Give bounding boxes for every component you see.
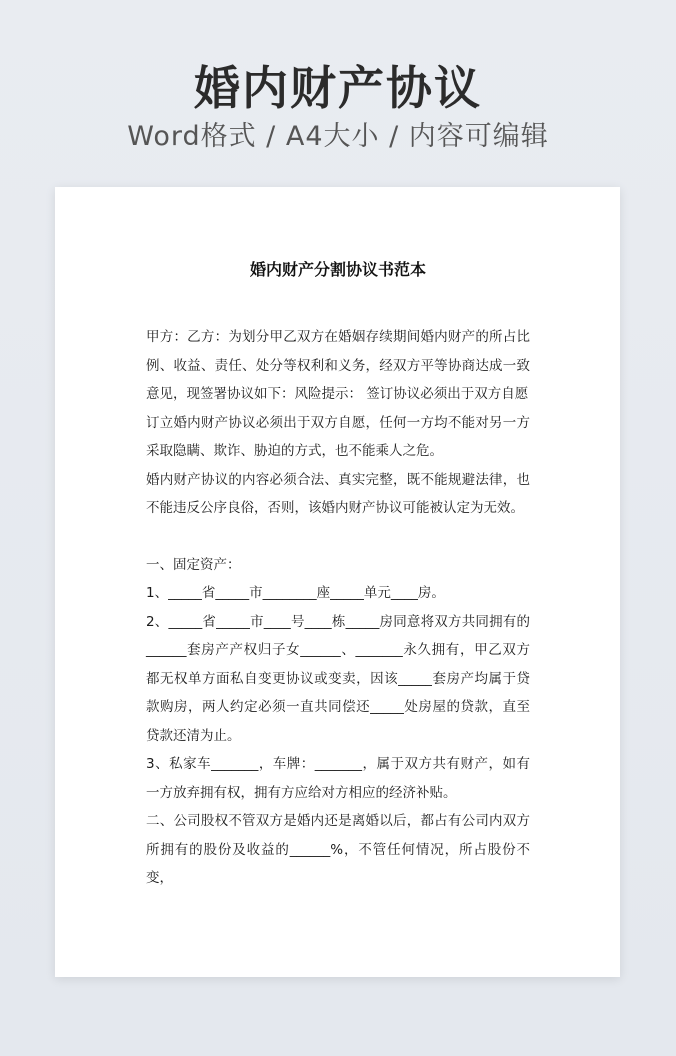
voluntary-paragraph: 订立婚内财产协议必须出于双方自愿，任何一方均不能对另一方采取隐瞒、欺诈、胁迫的方式，也不能乘人之危。	[146, 414, 530, 459]
list-item: 2、_____省_____市____号____栋_____房同意将双方共同拥有的______套房产产权归子女______、_______永久拥有，甲乙双方都无权单方面私自变更协议或变卖，因该_____套房产均属于贷款购房，两人约定必须一直共同偿还_____处房屋的贷款，直至贷款还清为止。	[146, 613, 530, 744]
document-title: 婚内财产分割协议书范本	[249, 260, 426, 279]
intro-paragraph: 甲方：乙方：为划分甲乙双方在婚姻存续期间婚内财产的所占比例、收益、责任、处分等权利和义务，经双方平等协商达成一致意见，现签署协议如下：风险提示： 签订协议必须出于双方自愿	[146, 329, 530, 402]
page-title: 婚内财产协议	[194, 61, 482, 115]
document-page	[55, 187, 620, 977]
list-item: 1、_____省_____市________座_____单元____房。	[146, 585, 445, 601]
section-heading-fixed-assets: 一、固定资产：	[146, 556, 241, 573]
section-company-equity: 二、公司股权不管双方是婚内还是离婚以后，都占有公司内双方所拥有的股份及收益的______%，不管任何情况，所占股份不变，	[146, 813, 530, 886]
validity-paragraph: 婚内财产协议的内容必须合法、真实完整，既不能规避法律，也不能违反公序良俗，否则，该婚内财产协议可能被认定为无效。	[146, 471, 530, 516]
document-body	[146, 323, 530, 893]
page-subtitle: Word格式 / A4大小 / 内容可编辑	[127, 121, 549, 152]
list-item: 3、私家车_______，车牌：_______，属于双方共有财产，如有一方放弃拥有权，拥有方应给对方相应的经济补贴。	[146, 756, 530, 801]
paragraph-spacer	[146, 523, 530, 551]
